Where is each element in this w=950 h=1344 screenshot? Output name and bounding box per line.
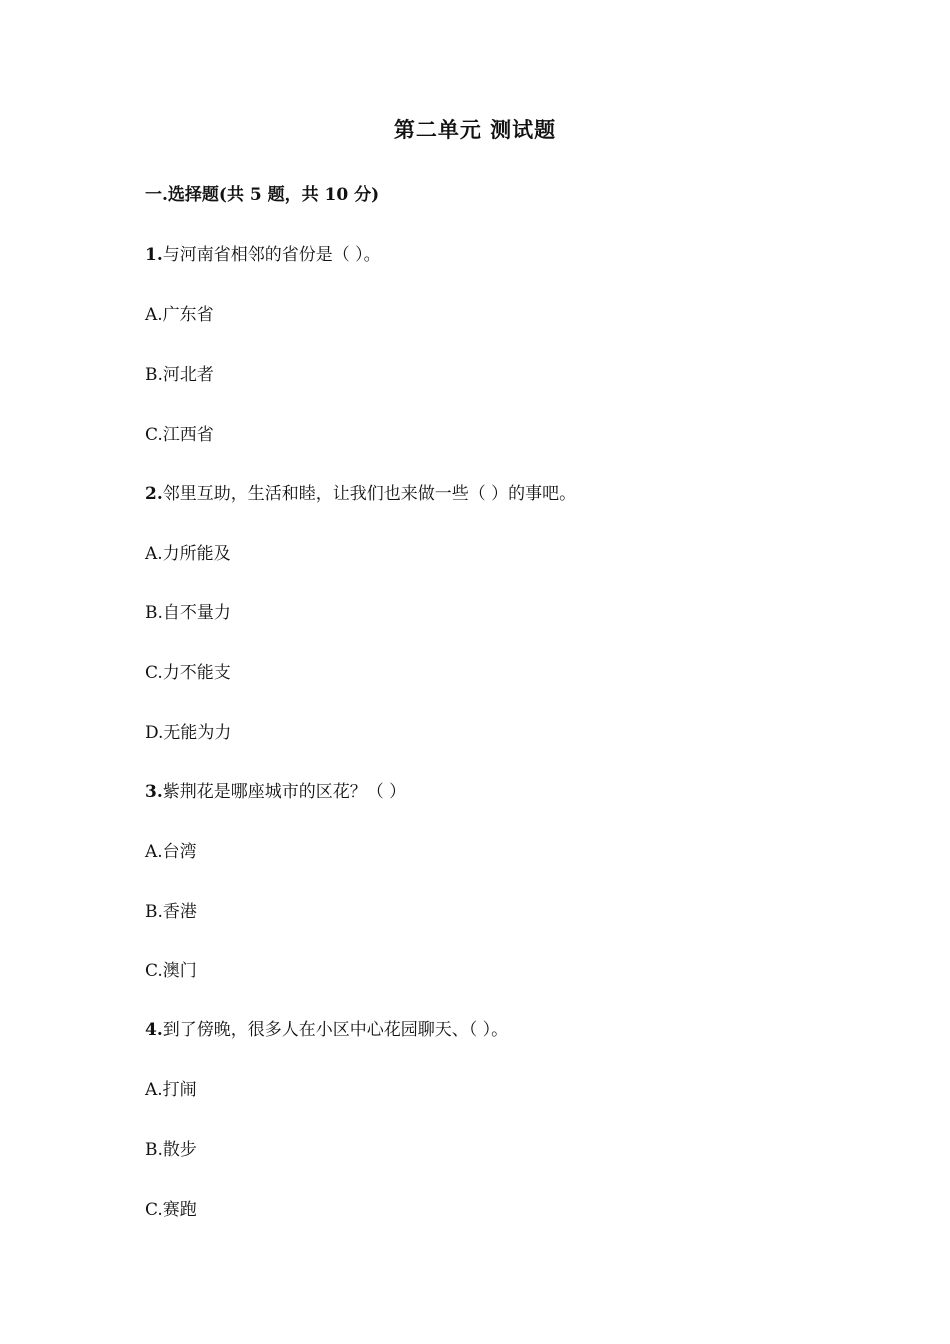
question-4-option-b[interactable]: B.散步 [145, 1140, 197, 1160]
question-3-option-a[interactable]: A.台湾 [145, 842, 197, 862]
question-number: 3. [145, 782, 163, 802]
question-4 [145, 1015, 508, 1040]
question-2-option-d[interactable]: D.无能为力 [145, 723, 232, 743]
question-2-option-b[interactable]: B.自不量力 [145, 603, 231, 623]
question-text: 与河南省相邻的省份是（ ）。 [162, 245, 381, 265]
question-number: 1. [145, 245, 163, 265]
question-1-option-a[interactable]: A.广东省 [145, 305, 214, 325]
question-2-option-c[interactable]: C.力不能支 [145, 663, 231, 683]
question-4-option-c[interactable]: C.赛跑 [145, 1200, 197, 1220]
question-1 [145, 240, 381, 265]
section-heading: 一.选择题(共 5 题，共 10 分) [145, 185, 380, 205]
question-4-option-a[interactable]: A.打闹 [145, 1080, 197, 1100]
question-2 [145, 479, 576, 504]
question-text: 紫荆花是哪座城市的区花？（ ） [162, 782, 407, 802]
question-text: 邻里互助，生活和睦，让我们也来做一些（ ）的事吧。 [162, 484, 577, 504]
question-3 [145, 777, 406, 802]
question-text: 到了傍晚，很多人在小区中心花园聊天、（ ）。 [162, 1020, 509, 1040]
question-3-option-b[interactable]: B.香港 [145, 902, 197, 922]
question-1-option-b[interactable]: B.河北者 [145, 365, 214, 385]
question-1-option-c[interactable]: C.江西省 [145, 425, 214, 445]
question-number: 4. [145, 1020, 163, 1040]
question-2-option-a[interactable]: A.力所能及 [145, 544, 231, 564]
question-number: 2. [145, 484, 163, 504]
page-title: 第二单元 测试题 [393, 117, 557, 142]
question-3-option-c[interactable]: C.澳门 [145, 961, 197, 981]
